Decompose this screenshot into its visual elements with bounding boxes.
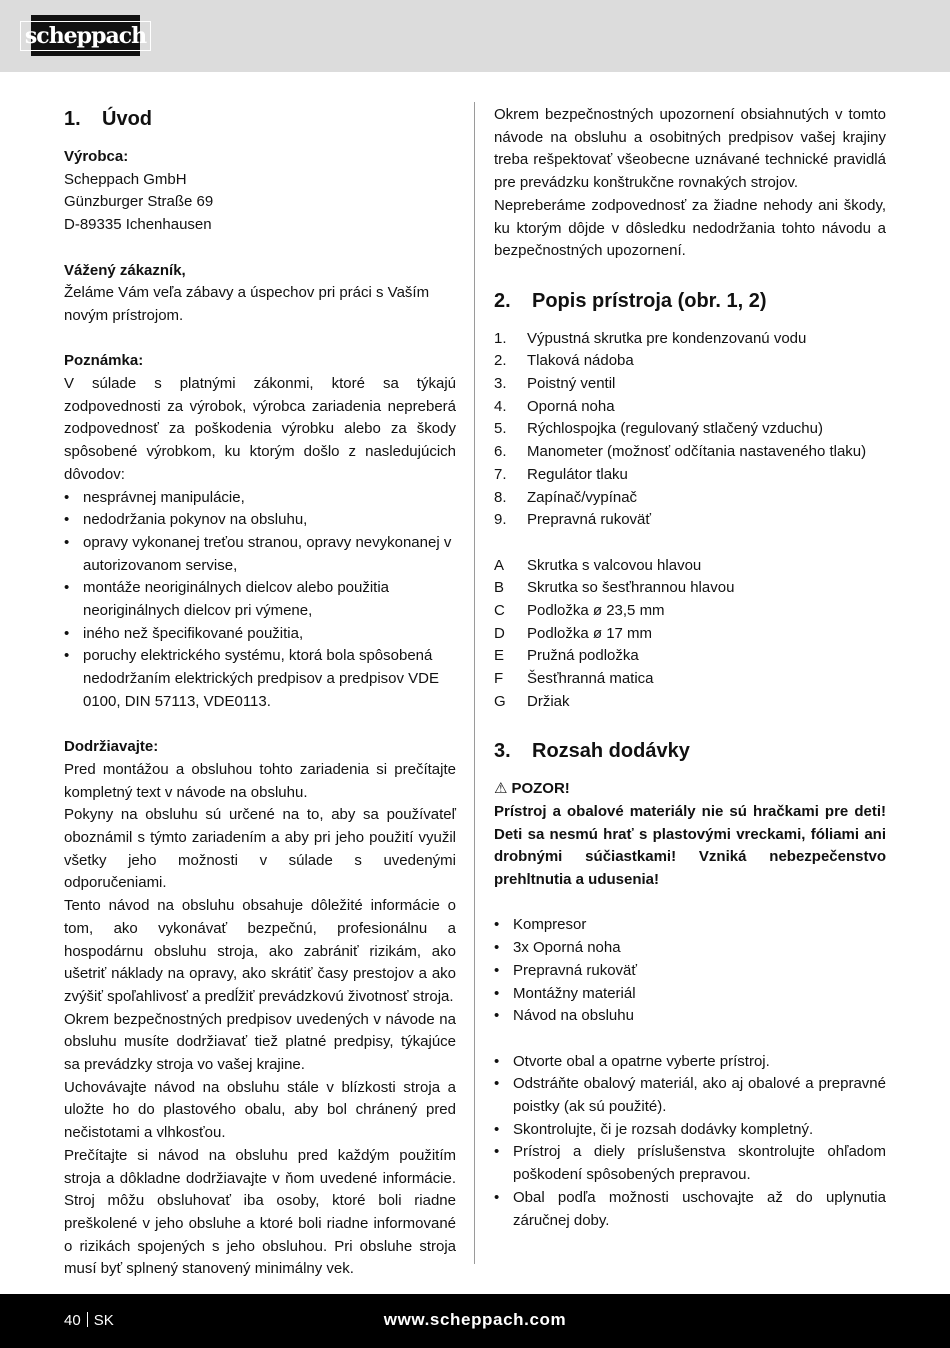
item-letter: D: [494, 624, 505, 642]
item-number: 6.: [494, 443, 507, 461]
item-text: Regulátor tlaku: [527, 465, 628, 483]
item-number: 5.: [494, 420, 507, 438]
section-2-title: Popis prístroja (obr. 1, 2): [532, 289, 767, 312]
list-item: [494, 441, 886, 464]
list-item: • nesprávnej manipulácie,: [64, 487, 456, 510]
list-item: • Odstráňte obalový materiál, ako aj obalové a prepravné poistky (ak sú použité).: [494, 1073, 886, 1118]
observe-paragraph: Pokyny na obsluhu sú určené na to, aby sa používateľ oboznámil s týmto zariadením a aby pri jeho použití využil všetky jeho možnosti v súlade s uvedenými odporučeniami.: [64, 806, 456, 892]
list-item: • poruchy elektrického systému, ktorá bola spôsobená nedodržaním elektrických predpisov a predpisov VDE 0100, DIN 57113, VDE0113.: [64, 645, 456, 713]
item-text: Podložka ø 23,5 mm: [527, 602, 665, 620]
manufacturer-line: D-89335 Ichenhausen: [64, 216, 212, 234]
list-item: • 3x Oporná noha: [494, 937, 886, 960]
list-item: [494, 373, 886, 396]
warning-icon: ⚠: [494, 780, 508, 798]
customer-label: Vážený zákazník,: [64, 261, 186, 279]
item-letter: E: [494, 647, 505, 665]
observe-paragraph: Tento návod na obsluhu obsahuje dôležité informácie o tom, ako vykonávať bezpečnú, profesionálnu a hospodárnu obsluhu stroja, ako zabrániť rizikám, ako ušetriť náklady na opravy, ako skrátiť časy prestojov a ako zvýšiť spoľahlivosť a predĺžiť prevádzkovú životnosť stroja.: [64, 897, 456, 1005]
list-item: [494, 691, 886, 714]
section-2-number: 2.: [494, 289, 511, 312]
list-item: [494, 418, 886, 441]
item-text: Poistný ventil: [527, 375, 616, 393]
section-2-heading: [494, 286, 886, 316]
list-item: • Prepravná rukoväť: [494, 960, 886, 983]
list-item: [494, 668, 886, 691]
parts-list: [494, 328, 886, 532]
list-item: [494, 328, 886, 351]
section-3-number: 3.: [494, 740, 511, 763]
warning-text: Prístroj a obalové materiály nie sú hračkami pre deti! Deti sa nesmú hrať s plastovými vreckami, fóliami ani drobnými súčiastkami! Vzniká nebezpečenstvo prehltnutia a udusenia!: [494, 802, 886, 889]
customer-text: Želáme Vám veľa zábavy a úspechov pri práci s Vaším novým prístrojom.: [64, 284, 430, 324]
item-number: 8.: [494, 488, 507, 506]
observe-label: Dodržiavajte:: [64, 738, 159, 756]
list-item: • Otvorte obal a opatrne vyberte prístroj.: [494, 1051, 886, 1074]
list-item: [494, 600, 886, 623]
list-item: [494, 645, 886, 668]
footer-bar: [0, 1294, 950, 1348]
section-1-heading: [64, 104, 456, 134]
list-item: • nedodržania pokynov na obsluhu,: [64, 509, 456, 532]
list-item: [494, 396, 886, 419]
item-text: Šesťhranná matica: [527, 670, 654, 688]
item-text: Držiak: [527, 692, 570, 710]
item-text: Tlaková nádoba: [527, 352, 634, 370]
manufacturer-line: Günzburger Straße 69: [64, 193, 214, 211]
delivery-list: [494, 914, 886, 1028]
warning-heading: [494, 778, 886, 801]
column-divider: [474, 102, 475, 1264]
item-text: Skrutka s valcovou hlavou: [527, 556, 702, 574]
item-number: 3.: [494, 375, 507, 393]
list-item: • Kompresor: [494, 914, 886, 937]
unpack-list: [494, 1051, 886, 1233]
observe-paragraph: Pred montážou a obsluhou tohto zariadenia si prečítajte kompletný text v návode na obsluhu.: [64, 760, 456, 801]
list-item: [494, 350, 886, 373]
list-item: [494, 555, 886, 578]
item-letter: C: [494, 602, 505, 620]
list-item: [494, 464, 886, 487]
observe-paragraph: Uchovávajte návod na obsluhu stále v blízkosti stroja a uložte ho do plastového obalu, aby bol chránený pred nečistotami a vlhkosťou.: [64, 1078, 456, 1142]
item-text: Rýchlospojka (regulovaný stlačený vzduchu): [527, 420, 823, 438]
observe-paragraph: Prečítajte si návod na obsluhu pred každým použitím stroja a dôkladne dodržiavajte v ňom uvedené informácie. Stroj môžu obsluhovať iba osoby, ktoré boli riadne preškolené v jeho obsluhe a ktoré boli riadne informované o rizikách spojených s jeho obsluhou. Pri obsluhe stroja musí byť splnený stanovený minimálny vek.: [64, 1146, 456, 1278]
item-text: Zapínač/vypínač: [527, 488, 638, 506]
list-item: • montáže neoriginálnych dielcov alebo použitia neoriginálnych dielcov pri výmene,: [64, 577, 456, 622]
item-text: Výpustná skrutka pre kondenzovanú vodu: [527, 329, 807, 347]
item-number: 9.: [494, 511, 507, 529]
manufacturer-line: Scheppach GmbH: [64, 170, 187, 188]
item-letter: G: [494, 692, 506, 710]
item-text: Skrutka so šesťhrannou hlavou: [527, 579, 735, 597]
left-column: [64, 104, 456, 1281]
manufacturer-label: Výrobca:: [64, 148, 129, 165]
intro-paragraph: Okrem bezpečnostných upozornení obsiahnutých v tomto návode na obsluhu a osobitných predpisov vašej krajiny treba rešpektovať všeobecne uznávané technické pravidlá pre prevádzku konštrukčne rovnakých strojov.: [494, 106, 886, 192]
item-text: Manometer (možnosť odčítania nastaveného tlaku): [527, 443, 867, 461]
list-item: • Obal podľa možnosti uschovajte až do uplynutia záručnej doby.: [494, 1187, 886, 1232]
website-url: www.scheppach.com: [383, 1310, 567, 1329]
intro-paragraph: Nepreberáme zodpovednosť za žiadne nehody ani škody, ku ktorým dôjde v dôsledku nedodržania tohto návodu a bezpečnostných upozornení.: [494, 196, 886, 260]
item-number: 2.: [494, 352, 507, 370]
observe-paragraph: Okrem bezpečnostných predpisov uvedených v návode na obsluhu musíte dodržiavať tiež platné predpisy, týkajúce sa prevádzky stroja vo vašej krajine.: [64, 1010, 456, 1074]
item-number: 7.: [494, 465, 507, 483]
right-column: [494, 104, 886, 1232]
page-number: 40: [64, 1312, 81, 1329]
list-item: [494, 487, 886, 510]
item-number: 4.: [494, 397, 507, 415]
note-text: V súlade s platnými zákonmi, ktoré sa týkajú zodpovednosti za výrobok, výrobca zariadenia nepreberá zodpovednosť za poškodenia výrobku alebo za škody spôsobené výrobkom, ku ktorým došlo z nasledujúcich dôvodov:: [64, 375, 456, 483]
item-text: Podložka ø 17 mm: [527, 624, 653, 642]
parts-letter-list: [494, 555, 886, 714]
list-item: [494, 623, 886, 646]
list-item: • Skontrolujte, či je rozsah dodávky kompletný.: [494, 1119, 886, 1142]
item-number: 1.: [494, 329, 507, 347]
note-label: Poznámka:: [64, 352, 144, 370]
item-text: Pružná podložka: [527, 647, 639, 665]
header-bar: [0, 0, 950, 72]
note-list: [64, 487, 456, 714]
warning-label: POZOR!: [511, 780, 570, 798]
list-item: • iného než špecifikované použitia,: [64, 623, 456, 646]
list-item: • Prístroj a diely príslušenstva skontrolujte ohľadom poškodení spôsobených prepravou.: [494, 1141, 886, 1186]
item-text: Prepravná rukoväť: [527, 511, 652, 529]
section-1-number: 1.: [64, 108, 81, 130]
item-letter: F: [494, 670, 504, 688]
section-3-heading: [494, 736, 886, 766]
list-item: [494, 509, 886, 532]
list-item: • Návod na obsluhu: [494, 1005, 886, 1028]
logo-text: scheppach: [20, 21, 151, 51]
item-letter: A: [494, 556, 505, 574]
section-1-title: Úvod: [102, 108, 152, 130]
list-item: • Montážny materiál: [494, 983, 886, 1006]
list-item: • opravy vykonanej treťou stranou, opravy nevykonanej v autorizovanom servise,: [64, 532, 456, 577]
item-letter: B: [494, 579, 505, 597]
section-3-title: Rozsah dodávky: [532, 740, 690, 763]
list-item: [494, 577, 886, 600]
language-code: SK: [93, 1312, 114, 1329]
scheppach-logo: [24, 15, 147, 56]
item-text: Oporná noha: [527, 397, 615, 415]
